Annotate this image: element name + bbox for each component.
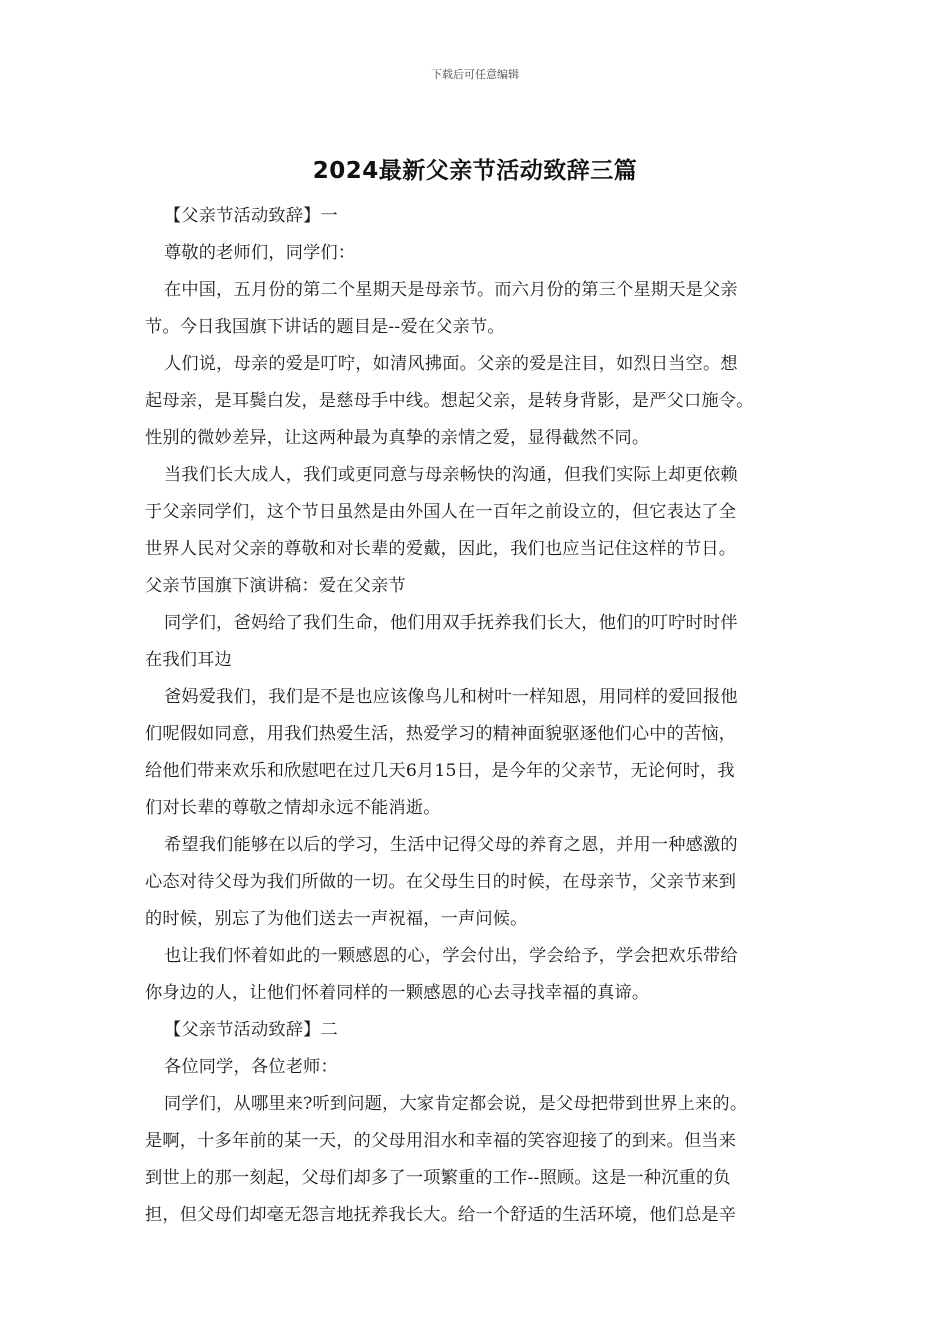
page-header: 下载后可任意编辑 — [431, 68, 519, 81]
text-line: 的时候，别忘了为他们送去一声祝福，一声问候。 — [145, 909, 528, 929]
text-line: 希望我们能够在以后的学习，生活中记得父母的养育之恩，并用一种感激的 — [164, 835, 738, 855]
text-line: 同学们，从哪里来?听到问题，大家肯定都会说，是父母把带到世界上来的。 — [164, 1094, 748, 1114]
text-line: 【父亲节活动致辞】二 — [164, 1020, 338, 1040]
text-line: 你身边的人，让他们怀着同样的一颗感恩的心去寻找幸福的真谛。 — [145, 983, 650, 1003]
text-line: 起母亲，是耳鬓白发，是慈母手中线。想起父亲，是转身背影，是严父口施令。 — [145, 391, 754, 411]
text-line: 当我们长大成人，我们或更同意与母亲畅快的沟通，但我们实际上却更依赖 — [164, 465, 738, 485]
text-line: 同学们，爸妈给了我们生命，他们用双手抚养我们长大，他们的叮咛时时伴 — [164, 613, 738, 633]
text-line: 到世上的那一刻起，父母们却多了一项繁重的工作--照顾。这是一种沉重的负 — [145, 1168, 731, 1188]
text-line: 爸妈爱我们，我们是不是也应该像鸟儿和树叶一样知恩，用同样的爱回报他 — [164, 687, 738, 707]
text-line: 们对长辈的尊敬之情却永远不能消逝。 — [145, 798, 441, 818]
document-title: 2024最新父亲节活动致辞三篇 — [312, 158, 638, 184]
text-line: 给他们带来欢乐和欣慰吧在过几天6月15日，是今年的父亲节，无论何时，我 — [145, 761, 735, 781]
text-line: 世界人民对父亲的尊敬和对长辈的爱戴，因此，我们也应当记住这样的节日。 — [145, 539, 737, 559]
text-line: 们呢假如同意，用我们热爱生活，热爱学习的精神面貌驱逐他们心中的苦恼， — [145, 724, 737, 744]
text-line: 担，但父母们却毫无怨言地抚养我长大。给一个舒适的生活环境，他们总是辛 — [145, 1205, 737, 1225]
text-line: 是啊，十多年前的某一天，的父母用泪水和幸福的笑容迎接了的到来。但当来 — [145, 1131, 737, 1151]
text-line: 在我们耳边 — [145, 650, 232, 670]
text-line: 也让我们怀着如此的一颗感恩的心，学会付出，学会给予，学会把欢乐带给 — [164, 946, 738, 966]
text-line: 节。今日我国旗下讲话的题目是--爱在父亲节。 — [145, 317, 505, 337]
text-line: 于父亲同学们，这个节日虽然是由外国人在一百年之前设立的，但它表达了全 — [145, 502, 737, 522]
text-line: 父亲节国旗下演讲稿：爱在父亲节 — [145, 576, 406, 596]
text-line: 人们说，母亲的爱是叮咛，如清风拂面。父亲的爱是注目，如烈日当空。想 — [164, 354, 738, 374]
text-line: 各位同学，各位老师： — [164, 1057, 338, 1077]
text-line: 性别的微妙差异，让这两种最为真挚的亲情之爱，显得截然不同。 — [145, 428, 650, 448]
text-line: 心态对待父母为我们所做的一切。在父母生日的时候，在母亲节，父亲节来到 — [145, 872, 737, 892]
text-line: 【父亲节活动致辞】一 — [164, 206, 338, 226]
text-line: 尊敬的老师们，同学们： — [164, 243, 356, 263]
text-line: 在中国，五月份的第二个星期天是母亲节。而六月份的第三个星期天是父亲 — [164, 280, 738, 300]
document-body — [145, 198, 825, 1234]
